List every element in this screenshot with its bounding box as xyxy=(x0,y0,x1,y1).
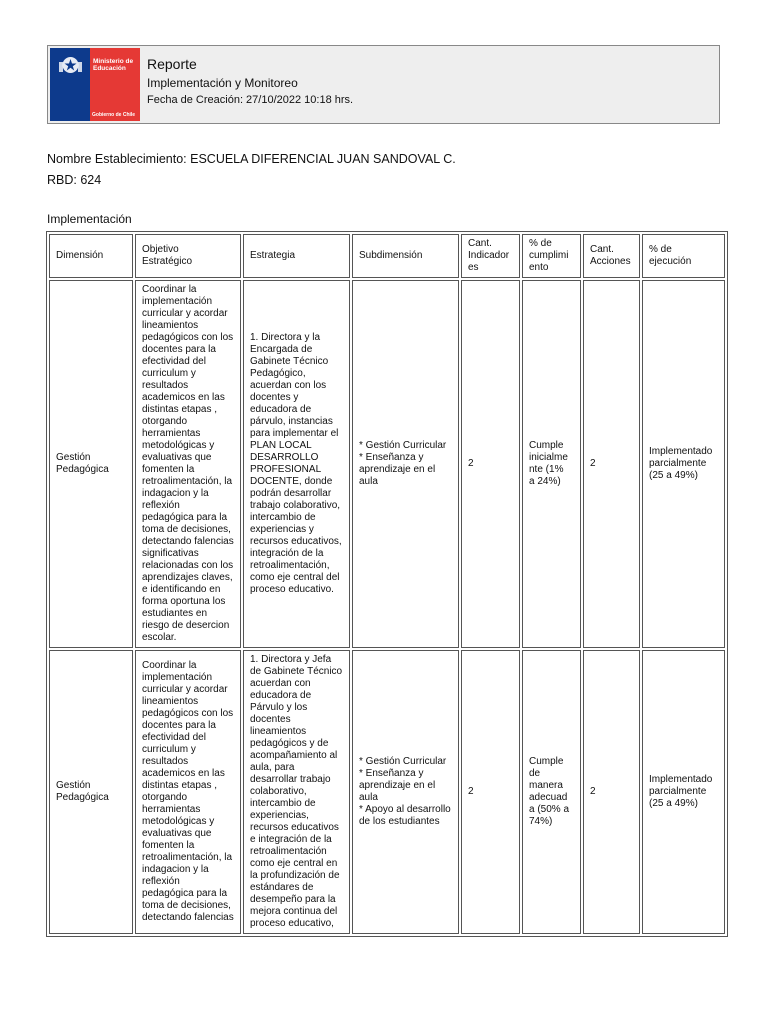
col-header-indicator-count: Cant. Indicador es xyxy=(461,234,520,278)
cell-objective: Coordinar la implementación curricular y acordar lineamientos pedagógicos con los docentes para la efectividad del curriculum y resultados academicos en las distintas etapas , otorgando herramientas metodológicas y evaluativas que fomenten la retroalimentación, la indagacion y la reflexión pedagógica para la toma de decisiones, detectando falencias xyxy=(135,650,241,934)
col-header-strategy: Estrategia xyxy=(243,234,350,278)
cell-execution: Implementado parcialmente (25 a 49%) xyxy=(642,280,725,648)
col-header-action-count: Cant. Acciones xyxy=(583,234,640,278)
coat-of-arms-icon xyxy=(57,54,84,76)
cell-execution: Implementado parcialmente (25 a 49%) xyxy=(642,650,725,934)
report-title: Reporte xyxy=(147,56,197,72)
cell-compliance: Cumple inicialme nte (1% a 24%) xyxy=(522,280,581,648)
ministry-logo xyxy=(50,48,140,121)
cell-dimension: Gestión Pedagógica xyxy=(49,650,133,934)
government-label: Gobierno de Chile xyxy=(92,112,136,118)
cell-compliance: Cumple de manera adecuad a (50% a 74%) xyxy=(522,650,581,934)
col-header-execution: % de ejecución xyxy=(642,234,725,278)
report-header xyxy=(47,45,720,124)
cell-subdimension: * Gestión Curricular * Enseñanza y aprendizaje en el aula xyxy=(352,280,459,648)
cell-indicator-count: 2 xyxy=(461,650,520,934)
section-title: Implementación xyxy=(47,212,132,226)
cell-action-count: 2 xyxy=(583,280,640,648)
col-header-subdimension: Subdimensión xyxy=(352,234,459,278)
col-header-compliance: % de cumplimi ento xyxy=(522,234,581,278)
cell-strategy: 1. Directora y la Encargada de Gabinete Técnico Pedagógico, acuerdan con los docentes y educadora de párvulo, instancias para implementar el PLAN LOCAL DESARROLLO PROFESIONAL DOCENTE, donde podrán desarrollar trabajo colaborativo, intercambio de experiencias y recursos educativos, integración de la retroalimentación, como eje central del proceso educativo. xyxy=(243,280,350,648)
table-row xyxy=(49,650,725,934)
creation-date: Fecha de Creación: 27/10/2022 10:18 hrs. xyxy=(147,94,354,106)
implementation-table xyxy=(46,231,728,937)
cell-dimension: Gestión Pedagógica xyxy=(49,280,133,648)
table-row xyxy=(49,280,725,648)
cell-subdimension: * Gestión Curricular * Enseñanza y aprendizaje en el aula * Apoyo al desarrollo de los estudiantes xyxy=(352,650,459,934)
ministry-name: Ministerio de Educación xyxy=(93,58,134,72)
table-header-row xyxy=(49,234,725,278)
cell-objective: Coordinar la implementación curricular y acordar lineamientos pedagógicos con los docentes para la efectividad del curriculum y resultados academicos en las distintas etapas , otorgando herramientas metodológicas y evaluativas que fomenten la retroalimentación, la indagacion y la reflexión pedagógica para la toma de decisiones, detectando falencias significativas relacionadas con los aprendizajes claves, e identificando en forma oportuna los estudiantes en riesgo de desercion escolar. xyxy=(135,280,241,648)
rbd-number: RBD: 624 xyxy=(47,173,102,187)
report-subtitle: Implementación y Monitoreo xyxy=(147,76,298,90)
cell-indicator-count: 2 xyxy=(461,280,520,648)
cell-strategy: 1. Directora y Jefa de Gabinete Técnico acuerdan con educadora de Párvulo y los docentes lineamientos pedagógicos y de acompañamiento al aula, para desarrollar trabajo colaborativo, intercambio de experiencias, recursos educativos e integración de la retroalimentación como eje central en la profundización de estándares de desempeño para la mejora continua del proceso educativo, xyxy=(243,650,350,934)
establishment-name: Nombre Establecimiento: ESCUELA DIFERENCIAL JUAN SANDOVAL C. xyxy=(47,152,456,166)
cell-action-count: 2 xyxy=(583,650,640,934)
logo-blue-panel xyxy=(50,48,90,121)
col-header-objective: Objetivo Estratégico xyxy=(135,234,241,278)
col-header-dimension: Dimensión xyxy=(49,234,133,278)
